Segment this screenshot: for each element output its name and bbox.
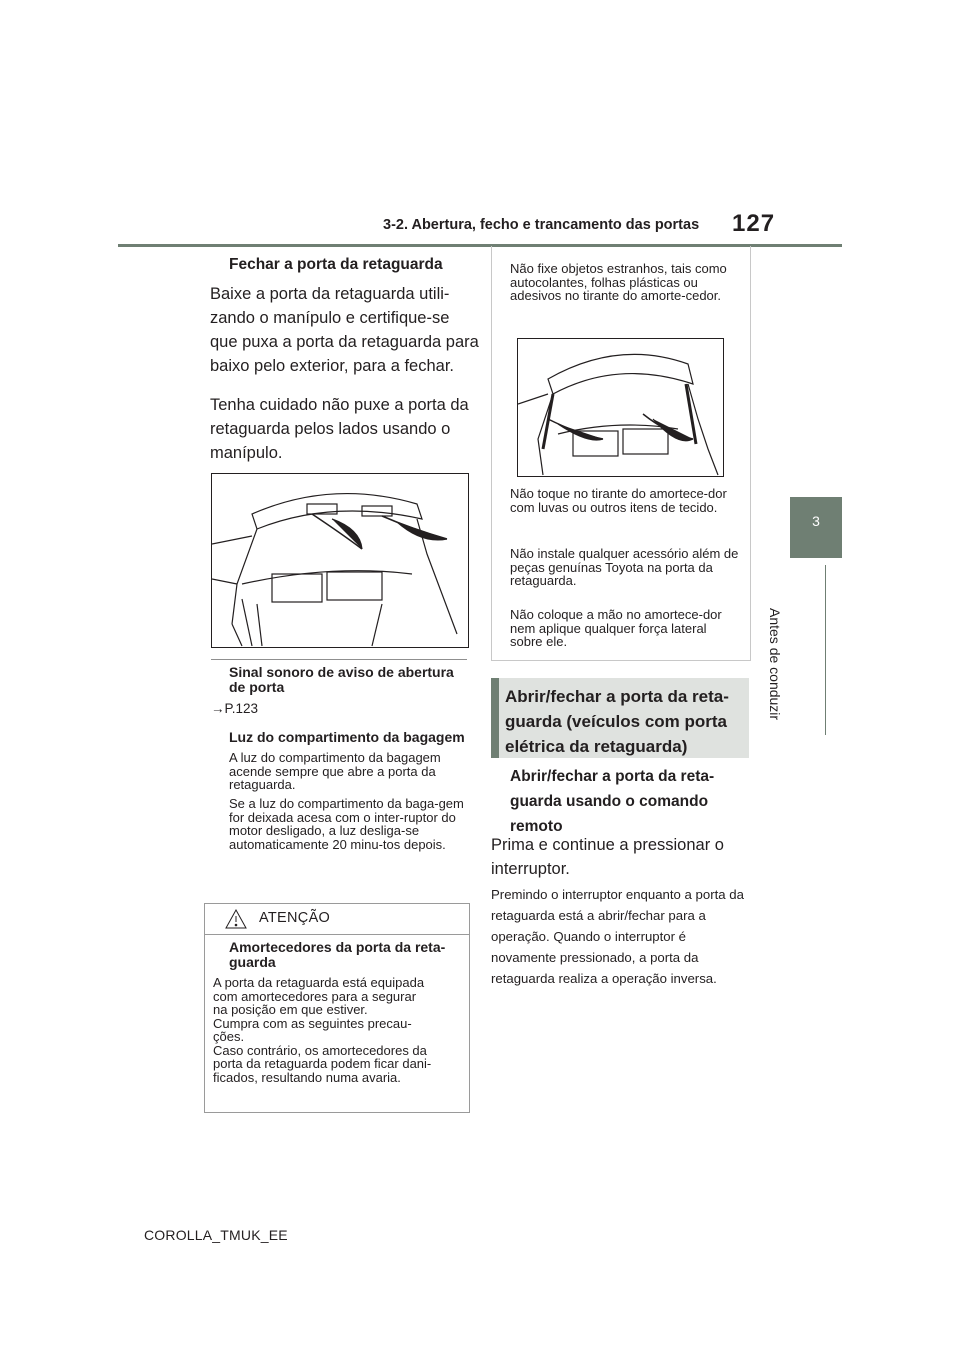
caution-line: na posição em que estiver. (213, 1002, 368, 1017)
luggage-light-paragraph-2: Se a luz do compartimento da baga-gem for deixada acesa com o inter-ruptor do motor desligado, a luz desliga-se automaticamente 20 minu-tos depois. (229, 796, 464, 852)
caution-line: Caso contrário, os amortecedores da (213, 1042, 427, 1058)
door-open-buzzer-heading: Sinal sonoro de aviso de abertura de porta (229, 664, 454, 695)
caution-line: com amortecedores para a segurar (213, 988, 417, 1004)
chapter-tab-number: 3 (812, 513, 820, 529)
caution-item-genuine-parts: Não instale qualquer acessório além de peças genuínas Toyota na porta da retaguarda. (510, 546, 739, 588)
closing-caution-paragraph: Tenha cuidado não puxe a porta da retaguarda pelos lados usando o manípulo. (210, 396, 469, 462)
caution-divider (204, 934, 470, 935)
caution-line: A porta da retaguarda está equipada (213, 975, 425, 990)
note-separator (211, 659, 467, 660)
caution-item-no-gloves: Não toque no tirante do amortece-dor com luvas ou outros itens de tecido. (510, 486, 727, 515)
tailgate-handle-illustration (211, 473, 469, 648)
model-code-footer: COROLLA_TMUK_EE (144, 1227, 288, 1243)
caution-line: ções. (213, 1029, 245, 1044)
page-reference-link[interactable]: →P.123 (211, 701, 259, 716)
caution-item-no-lateral-force: Não coloque a mão no amortece-dor nem aplique qualquer força lateral sobre ele. (510, 607, 722, 649)
power-tailgate-section-title: Abrir/fechar a porta da reta-guarda (veículos com porta elétrica da retaguarda) (505, 687, 729, 756)
chapter-tab-line (825, 565, 826, 735)
caution-heading: ATENÇÃO (259, 910, 331, 926)
caution-line: ficados, resultando numa avaria. (213, 1069, 401, 1085)
chapter-tab-label: Antes de conduzir (767, 608, 783, 721)
section-heading-accent (491, 678, 499, 758)
caution-body (213, 976, 465, 1084)
luggage-light-paragraph-1: A luz do compartimento da bagagem acende sempre que abre a porta da retaguarda. (229, 750, 441, 792)
warning-triangle-icon (225, 909, 247, 934)
luggage-light-heading: Luz do compartimento da bagagem (229, 729, 465, 745)
caution-line: Cumpra com as seguintes precau- (213, 1015, 412, 1031)
remote-operation-body: Premindo o interruptor enquanto a porta da retaguarda está a abrir/fechar para a operação. Quando o interruptor é novamente pressionado, a porta da retaguarda realiza a operação inversa. (491, 887, 744, 986)
damper-strut-illustration (517, 338, 724, 477)
closing-instructions-paragraph: Baixe a porta da retaguarda utili-zando o manípulo e certifique-se que puxa a porta da retaguarda para baixo pelo exterior, para a fechar. (210, 285, 479, 375)
closing-tailgate-heading: Fechar a porta da retaguarda (229, 256, 443, 273)
remote-operation-heading: Abrir/fechar a porta da reta-guarda usando o comando remoto (510, 768, 715, 835)
running-header-section: 3-2. Abertura, fecho e trancamento das portas (383, 217, 700, 233)
caution-item-no-foreign-objects: Não fixe objetos estranhos, tais como autocolantes, folhas plásticas ou adesivos no tirante do amorte-cedor. (510, 261, 727, 303)
caution-subheading: Amortecedores da porta da reta-guarda (229, 939, 446, 970)
remote-operation-lead: Prima e continue a pressionar o interruptor. (491, 836, 724, 878)
page-number: 127 (732, 210, 776, 237)
caution-line: porta da retaguarda podem ficar dani- (213, 1056, 432, 1071)
